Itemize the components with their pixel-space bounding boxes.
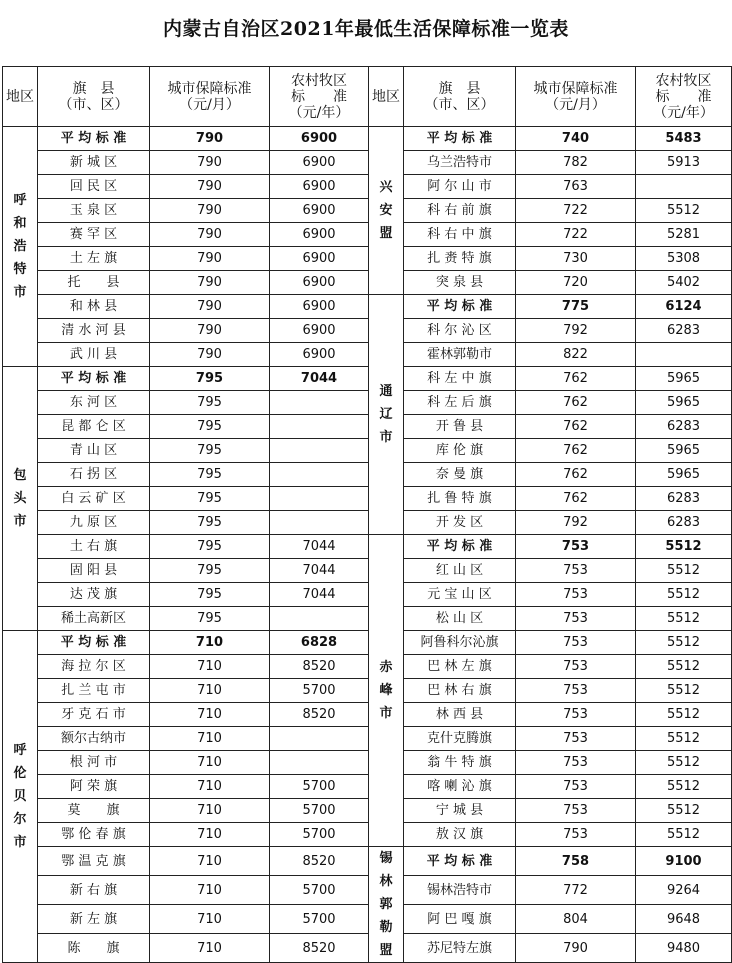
- county-name: 牙 克 石 市: [38, 703, 150, 727]
- county-name: 科 尔 沁 区: [404, 319, 516, 343]
- county-name: 克什克腾旗: [404, 727, 516, 751]
- urban-standard: 762: [516, 391, 636, 415]
- urban-standard: 762: [516, 487, 636, 511]
- header-county-right: 旗 县 （市、区）: [404, 67, 516, 127]
- county-name: 新 城 区: [38, 151, 150, 175]
- region-cell: [369, 127, 404, 295]
- table-row: [3, 343, 732, 367]
- average-label: 平 均 标 准: [38, 367, 150, 391]
- county-name: 陈 旗: [38, 934, 150, 963]
- county-name: 土 左 旗: [38, 247, 150, 271]
- rural-standard: [636, 343, 732, 367]
- county-name: 阿 巴 嘎 旗: [404, 905, 516, 934]
- table-row: [3, 905, 732, 934]
- county-name: 东 河 区: [38, 391, 150, 415]
- average-rural: 6900: [270, 127, 369, 151]
- rural-standard: 5700: [270, 823, 369, 847]
- county-name: 新 左 旗: [38, 905, 150, 934]
- table-row: [3, 199, 732, 223]
- county-name: 扎 鲁 特 旗: [404, 487, 516, 511]
- urban-standard: 795: [150, 583, 270, 607]
- urban-standard: 710: [150, 905, 270, 934]
- county-name: 阿 荣 旗: [38, 775, 150, 799]
- county-name: 回 民 区: [38, 175, 150, 199]
- urban-standard: 804: [516, 905, 636, 934]
- header-rural-right: 农村牧区 标 准 （元/年）: [636, 67, 732, 127]
- table-row: [3, 487, 732, 511]
- urban-standard: 790: [150, 271, 270, 295]
- urban-standard: 795: [150, 415, 270, 439]
- average-rural: 9100: [636, 847, 732, 876]
- urban-standard: 722: [516, 223, 636, 247]
- rural-standard: 6283: [636, 415, 732, 439]
- urban-standard: 710: [150, 655, 270, 679]
- rural-standard: 5512: [636, 679, 732, 703]
- urban-standard: 722: [516, 199, 636, 223]
- county-name: 科 右 中 旗: [404, 223, 516, 247]
- average-urban: 790: [150, 127, 270, 151]
- county-name: 九 原 区: [38, 511, 150, 535]
- county-name: 科 左 中 旗: [404, 367, 516, 391]
- county-name: 托 县: [38, 271, 150, 295]
- urban-standard: 762: [516, 415, 636, 439]
- urban-standard: 762: [516, 463, 636, 487]
- urban-standard: 753: [516, 559, 636, 583]
- county-name: 突 泉 县: [404, 271, 516, 295]
- table-row: [3, 655, 732, 679]
- table-row: [3, 775, 732, 799]
- county-name: 昆 都 仑 区: [38, 415, 150, 439]
- average-urban: 775: [516, 295, 636, 319]
- county-name: 红 山 区: [404, 559, 516, 583]
- county-name: 扎 兰 屯 市: [38, 679, 150, 703]
- region-name: 呼伦贝尔市: [13, 743, 27, 850]
- header-county: 旗 县 （市、区）: [38, 67, 150, 127]
- urban-standard: 710: [150, 703, 270, 727]
- rural-standard: [270, 463, 369, 487]
- county-name: 敖 汉 旗: [404, 823, 516, 847]
- urban-standard: 790: [150, 151, 270, 175]
- rural-standard: 8520: [270, 655, 369, 679]
- urban-standard: 730: [516, 247, 636, 271]
- rural-standard: 5965: [636, 463, 732, 487]
- rural-standard: [270, 487, 369, 511]
- county-name: 阿 尔 山 市: [404, 175, 516, 199]
- county-name: 库 伦 旗: [404, 439, 516, 463]
- urban-standard: 753: [516, 727, 636, 751]
- average-label: 平 均 标 准: [404, 295, 516, 319]
- region-cell: [369, 847, 404, 963]
- table-row: [3, 631, 732, 655]
- region-name: 包头市: [13, 468, 27, 529]
- average-urban: 753: [516, 535, 636, 559]
- region-cell: [3, 631, 38, 963]
- urban-standard: 790: [150, 319, 270, 343]
- urban-standard: 795: [150, 391, 270, 415]
- rural-standard: 5512: [636, 751, 732, 775]
- county-name: 科 右 前 旗: [404, 199, 516, 223]
- county-name: 霍林郭勒市: [404, 343, 516, 367]
- header-urban: 城市保障标准 （元/月）: [150, 67, 270, 127]
- urban-standard: 763: [516, 175, 636, 199]
- rural-standard: 6283: [636, 487, 732, 511]
- rural-standard: 5512: [636, 559, 732, 583]
- table-row: [3, 934, 732, 963]
- rural-standard: [270, 511, 369, 535]
- county-name: 喀 喇 沁 旗: [404, 775, 516, 799]
- rural-standard: 6900: [270, 247, 369, 271]
- urban-standard: 710: [150, 823, 270, 847]
- header-region-right: 地区: [369, 67, 404, 127]
- county-name: 青 山 区: [38, 439, 150, 463]
- rural-standard: 5512: [636, 703, 732, 727]
- rural-standard: [270, 727, 369, 751]
- urban-standard: 795: [150, 511, 270, 535]
- urban-standard: 753: [516, 607, 636, 631]
- urban-standard: 795: [150, 463, 270, 487]
- rural-standard: 5512: [636, 583, 732, 607]
- table-row: [3, 823, 732, 847]
- county-name: 武 川 县: [38, 343, 150, 367]
- average-urban: 710: [150, 631, 270, 655]
- urban-standard: 753: [516, 775, 636, 799]
- county-name: 稀土高新区: [38, 607, 150, 631]
- region-name: 赤峰市: [379, 660, 393, 721]
- average-label: 平 均 标 准: [404, 535, 516, 559]
- urban-standard: 795: [150, 607, 270, 631]
- rural-standard: 5281: [636, 223, 732, 247]
- county-name: 开 发 区: [404, 511, 516, 535]
- county-name: 锡林浩特市: [404, 876, 516, 905]
- rural-standard: 5512: [636, 823, 732, 847]
- table-row: [3, 751, 732, 775]
- county-name: 根 河 市: [38, 751, 150, 775]
- header-row: [3, 67, 732, 127]
- region-name: 呼和浩特市: [13, 193, 27, 300]
- rural-standard: 6900: [270, 295, 369, 319]
- average-rural: 7044: [270, 367, 369, 391]
- average-urban: 758: [516, 847, 636, 876]
- county-name: 奈 曼 旗: [404, 463, 516, 487]
- rural-standard: 6900: [270, 175, 369, 199]
- county-name: 鄂 温 克 旗: [38, 847, 150, 876]
- table-row: [3, 151, 732, 175]
- urban-standard: 753: [516, 703, 636, 727]
- rural-standard: 9648: [636, 905, 732, 934]
- rural-standard: 5512: [636, 607, 732, 631]
- urban-standard: 795: [150, 535, 270, 559]
- urban-standard: 792: [516, 511, 636, 535]
- rural-standard: 5512: [636, 655, 732, 679]
- table-row: [3, 511, 732, 535]
- urban-standard: 790: [150, 175, 270, 199]
- rural-standard: 6900: [270, 319, 369, 343]
- header-region: 地区: [3, 67, 38, 127]
- rural-standard: 6900: [270, 343, 369, 367]
- rural-standard: 5512: [636, 799, 732, 823]
- rural-standard: 5965: [636, 367, 732, 391]
- table-row: [3, 876, 732, 905]
- urban-standard: 790: [150, 199, 270, 223]
- county-name: 海 拉 尔 区: [38, 655, 150, 679]
- rural-standard: 6900: [270, 223, 369, 247]
- urban-standard: 790: [150, 223, 270, 247]
- county-name: 土 右 旗: [38, 535, 150, 559]
- urban-standard: 772: [516, 876, 636, 905]
- urban-standard: 790: [150, 247, 270, 271]
- average-rural: 6828: [270, 631, 369, 655]
- rural-standard: 7044: [270, 583, 369, 607]
- rural-standard: 9480: [636, 934, 732, 963]
- average-label: 平 均 标 准: [404, 127, 516, 151]
- county-name: 巴 林 右 旗: [404, 679, 516, 703]
- rural-standard: 5913: [636, 151, 732, 175]
- urban-standard: 710: [150, 727, 270, 751]
- county-name: 额尔古纳市: [38, 727, 150, 751]
- urban-standard: 753: [516, 679, 636, 703]
- table-row: [3, 175, 732, 199]
- average-urban: 740: [516, 127, 636, 151]
- rural-standard: [270, 607, 369, 631]
- county-name: 科 左 后 旗: [404, 391, 516, 415]
- urban-standard: 710: [150, 799, 270, 823]
- rural-standard: 5402: [636, 271, 732, 295]
- rural-standard: [270, 415, 369, 439]
- urban-standard: 782: [516, 151, 636, 175]
- county-name: 莫 旗: [38, 799, 150, 823]
- average-label: 平 均 标 准: [38, 631, 150, 655]
- county-name: 赛 罕 区: [38, 223, 150, 247]
- table-row: [3, 679, 732, 703]
- county-name: 清 水 河 县: [38, 319, 150, 343]
- urban-standard: 790: [150, 343, 270, 367]
- rural-standard: 8520: [270, 703, 369, 727]
- table-row: [3, 703, 732, 727]
- rural-standard: 5512: [636, 775, 732, 799]
- table-row: [3, 463, 732, 487]
- rural-standard: 8520: [270, 847, 369, 876]
- average-urban: 795: [150, 367, 270, 391]
- urban-standard: 710: [150, 679, 270, 703]
- average-label: 平 均 标 准: [38, 127, 150, 151]
- table-row: [3, 847, 732, 876]
- rural-standard: [270, 751, 369, 775]
- table-row: [3, 247, 732, 271]
- rural-standard: 6283: [636, 319, 732, 343]
- table-row: [3, 535, 732, 559]
- urban-standard: 753: [516, 631, 636, 655]
- table-row: [3, 127, 732, 151]
- urban-standard: 762: [516, 439, 636, 463]
- rural-standard: 5700: [270, 876, 369, 905]
- average-rural: 5483: [636, 127, 732, 151]
- urban-standard: 720: [516, 271, 636, 295]
- urban-standard: 710: [150, 775, 270, 799]
- rural-standard: 8520: [270, 934, 369, 963]
- urban-standard: 710: [150, 751, 270, 775]
- urban-standard: 790: [516, 934, 636, 963]
- table-row: [3, 295, 732, 319]
- rural-standard: 6900: [270, 271, 369, 295]
- county-name: 林 西 县: [404, 703, 516, 727]
- county-name: 乌兰浩特市: [404, 151, 516, 175]
- county-name: 巴 林 左 旗: [404, 655, 516, 679]
- county-name: 宁 城 县: [404, 799, 516, 823]
- average-rural: 5512: [636, 535, 732, 559]
- urban-standard: 790: [150, 295, 270, 319]
- county-name: 扎 赉 特 旗: [404, 247, 516, 271]
- rural-standard: [636, 175, 732, 199]
- county-name: 达 茂 旗: [38, 583, 150, 607]
- county-name: 苏尼特左旗: [404, 934, 516, 963]
- table-row: [3, 607, 732, 631]
- rural-standard: 7044: [270, 559, 369, 583]
- county-name: 松 山 区: [404, 607, 516, 631]
- rural-standard: 6900: [270, 151, 369, 175]
- rural-standard: [270, 391, 369, 415]
- county-name: 鄂 伦 春 旗: [38, 823, 150, 847]
- county-name: 玉 泉 区: [38, 199, 150, 223]
- region-name: 兴安盟: [379, 180, 393, 241]
- urban-standard: 792: [516, 319, 636, 343]
- rural-standard: 5700: [270, 679, 369, 703]
- table-body: [3, 127, 732, 963]
- table-row: [3, 559, 732, 583]
- urban-standard: 753: [516, 583, 636, 607]
- urban-standard: 710: [150, 847, 270, 876]
- rural-standard: [270, 439, 369, 463]
- county-name: 新 右 旗: [38, 876, 150, 905]
- rural-standard: 5308: [636, 247, 732, 271]
- table-row: [3, 367, 732, 391]
- urban-standard: 753: [516, 823, 636, 847]
- urban-standard: 753: [516, 799, 636, 823]
- table-row: [3, 799, 732, 823]
- urban-standard: 795: [150, 439, 270, 463]
- county-name: 开 鲁 县: [404, 415, 516, 439]
- county-name: 固 阳 县: [38, 559, 150, 583]
- region-name: 锡林郭勒盟: [379, 851, 393, 958]
- rural-standard: 5700: [270, 905, 369, 934]
- rural-standard: 5965: [636, 391, 732, 415]
- table-row: [3, 319, 732, 343]
- table-row: [3, 727, 732, 751]
- page-title: 内蒙古自治区2021年最低生活保障标准一览表: [163, 18, 569, 40]
- urban-standard: 753: [516, 751, 636, 775]
- county-name: 翁 牛 特 旗: [404, 751, 516, 775]
- region-name: 通辽市: [379, 384, 393, 445]
- urban-standard: 710: [150, 934, 270, 963]
- urban-standard: 795: [150, 559, 270, 583]
- header-rural: 农村牧区 标 准 （元/年）: [270, 67, 369, 127]
- county-name: 阿鲁科尔沁旗: [404, 631, 516, 655]
- region-cell: [369, 535, 404, 847]
- average-rural: 6124: [636, 295, 732, 319]
- header-urban-right: 城市保障标准 （元/月）: [516, 67, 636, 127]
- county-name: 和 林 县: [38, 295, 150, 319]
- county-name: 白 云 矿 区: [38, 487, 150, 511]
- region-cell: [369, 295, 404, 535]
- county-name: 石 拐 区: [38, 463, 150, 487]
- average-label: 平 均 标 准: [404, 847, 516, 876]
- urban-standard: 762: [516, 367, 636, 391]
- region-cell: [3, 127, 38, 367]
- table-row: [3, 223, 732, 247]
- rural-standard: 6900: [270, 199, 369, 223]
- urban-standard: 822: [516, 343, 636, 367]
- standards-table: [2, 66, 732, 963]
- rural-standard: 7044: [270, 535, 369, 559]
- rural-standard: 6283: [636, 511, 732, 535]
- table-row: [3, 271, 732, 295]
- county-name: 元 宝 山 区: [404, 583, 516, 607]
- urban-standard: 795: [150, 487, 270, 511]
- table-row: [3, 439, 732, 463]
- rural-standard: 5512: [636, 631, 732, 655]
- region-cell: [3, 367, 38, 631]
- table-row: [3, 415, 732, 439]
- rural-standard: 5700: [270, 775, 369, 799]
- table-row: [3, 583, 732, 607]
- rural-standard: 5512: [636, 199, 732, 223]
- rural-standard: 5965: [636, 439, 732, 463]
- rural-standard: 5700: [270, 799, 369, 823]
- table-row: [3, 391, 732, 415]
- rural-standard: 9264: [636, 876, 732, 905]
- rural-standard: 5512: [636, 727, 732, 751]
- urban-standard: 753: [516, 655, 636, 679]
- urban-standard: 710: [150, 876, 270, 905]
